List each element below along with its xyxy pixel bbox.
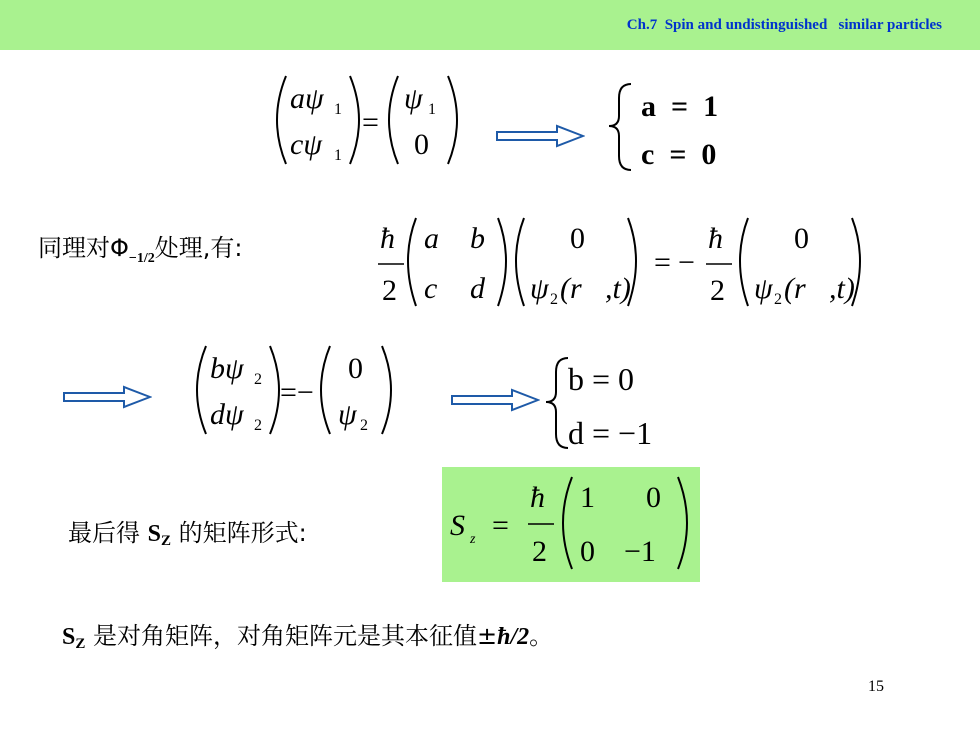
result2-line1: b = 0 [568, 361, 635, 397]
svg-text:z: z [470, 532, 476, 547]
svg-text:2: 2 [774, 291, 782, 308]
svg-text:ħ: ħ [530, 481, 545, 514]
svg-text:2: 2 [254, 371, 262, 388]
svg-text:c: c [424, 272, 438, 305]
rhs-top-sub: 1 [428, 101, 436, 118]
svg-text:ħ: ħ [708, 222, 723, 255]
svg-text:=: = [492, 509, 509, 542]
para2-sub: −1/2 [128, 251, 155, 266]
svg-text:d: d [470, 272, 485, 305]
svg-text:=−: =− [280, 376, 314, 409]
equation-2 [374, 212, 874, 316]
lhs-top: aψ [290, 82, 324, 115]
svg-text:S: S [450, 509, 465, 542]
svg-text:−1: −1 [624, 535, 656, 568]
svg-text:bψ: bψ [210, 352, 244, 385]
svg-text:=: = [654, 246, 671, 279]
result1-line1: a = 1 [641, 90, 719, 123]
svg-text:2: 2 [382, 274, 397, 307]
chapter-title: Ch.7 Spin and undistinguished similar particles [626, 17, 942, 33]
sz-matrix-box [442, 467, 700, 582]
page-number: 15 [868, 678, 884, 695]
conclusion-text: SZ 是对角矩阵，对角矩阵元是其本征值±ħ/2。 [62, 622, 554, 652]
svg-text:0: 0 [348, 352, 363, 385]
result1-line2: c = 0 [641, 138, 717, 171]
svg-text:ψ: ψ [338, 398, 357, 431]
svg-text:1: 1 [580, 481, 595, 514]
sz-matrix [442, 467, 700, 582]
arrow-right-icon [495, 124, 585, 148]
lhs-top-sub: 1 [334, 101, 342, 118]
lhs-bot: cψ [290, 128, 322, 161]
lhs-bot-sub: 1 [334, 147, 342, 164]
rhs-top: ψ [404, 82, 423, 115]
svg-text:a: a [424, 222, 439, 255]
equation-3 [182, 340, 402, 450]
svg-text:2: 2 [254, 417, 262, 434]
result-1 [605, 78, 765, 178]
arrow-right-icon [450, 388, 540, 412]
rhs-bot: 0 [414, 128, 429, 161]
svg-text:0: 0 [580, 535, 595, 568]
svg-text:2: 2 [550, 291, 558, 308]
sz-label: 最后得 SZ 的矩阵形式: [68, 519, 307, 549]
result-2 [542, 352, 702, 456]
para2-label [38, 228, 242, 267]
header-bar [0, 0, 980, 50]
svg-text:2: 2 [710, 274, 725, 307]
equals: = [362, 106, 379, 139]
svg-text:0: 0 [646, 481, 661, 514]
svg-text:ħ: ħ [380, 222, 395, 255]
svg-text:2: 2 [360, 417, 368, 434]
svg-text:−: − [678, 246, 695, 279]
svg-text:2: 2 [532, 535, 547, 568]
svg-text:ψ: ψ [754, 272, 773, 305]
para2-suffix: 处理,有: [154, 234, 243, 262]
svg-text:dψ: dψ [210, 398, 244, 431]
result2-line2: d = −1 [568, 415, 653, 451]
arrow-right-icon [62, 385, 152, 409]
svg-text:0: 0 [570, 222, 585, 255]
equation-1 [262, 70, 472, 180]
svg-text:(r⃗,t): (r⃗,t) [560, 272, 631, 305]
para2-prefix: 同理对Φ [38, 234, 129, 262]
svg-text:0: 0 [794, 222, 809, 255]
svg-text:b: b [470, 222, 485, 255]
svg-text:ψ: ψ [530, 272, 549, 305]
svg-text:(r⃗,t): (r⃗,t) [784, 272, 855, 305]
